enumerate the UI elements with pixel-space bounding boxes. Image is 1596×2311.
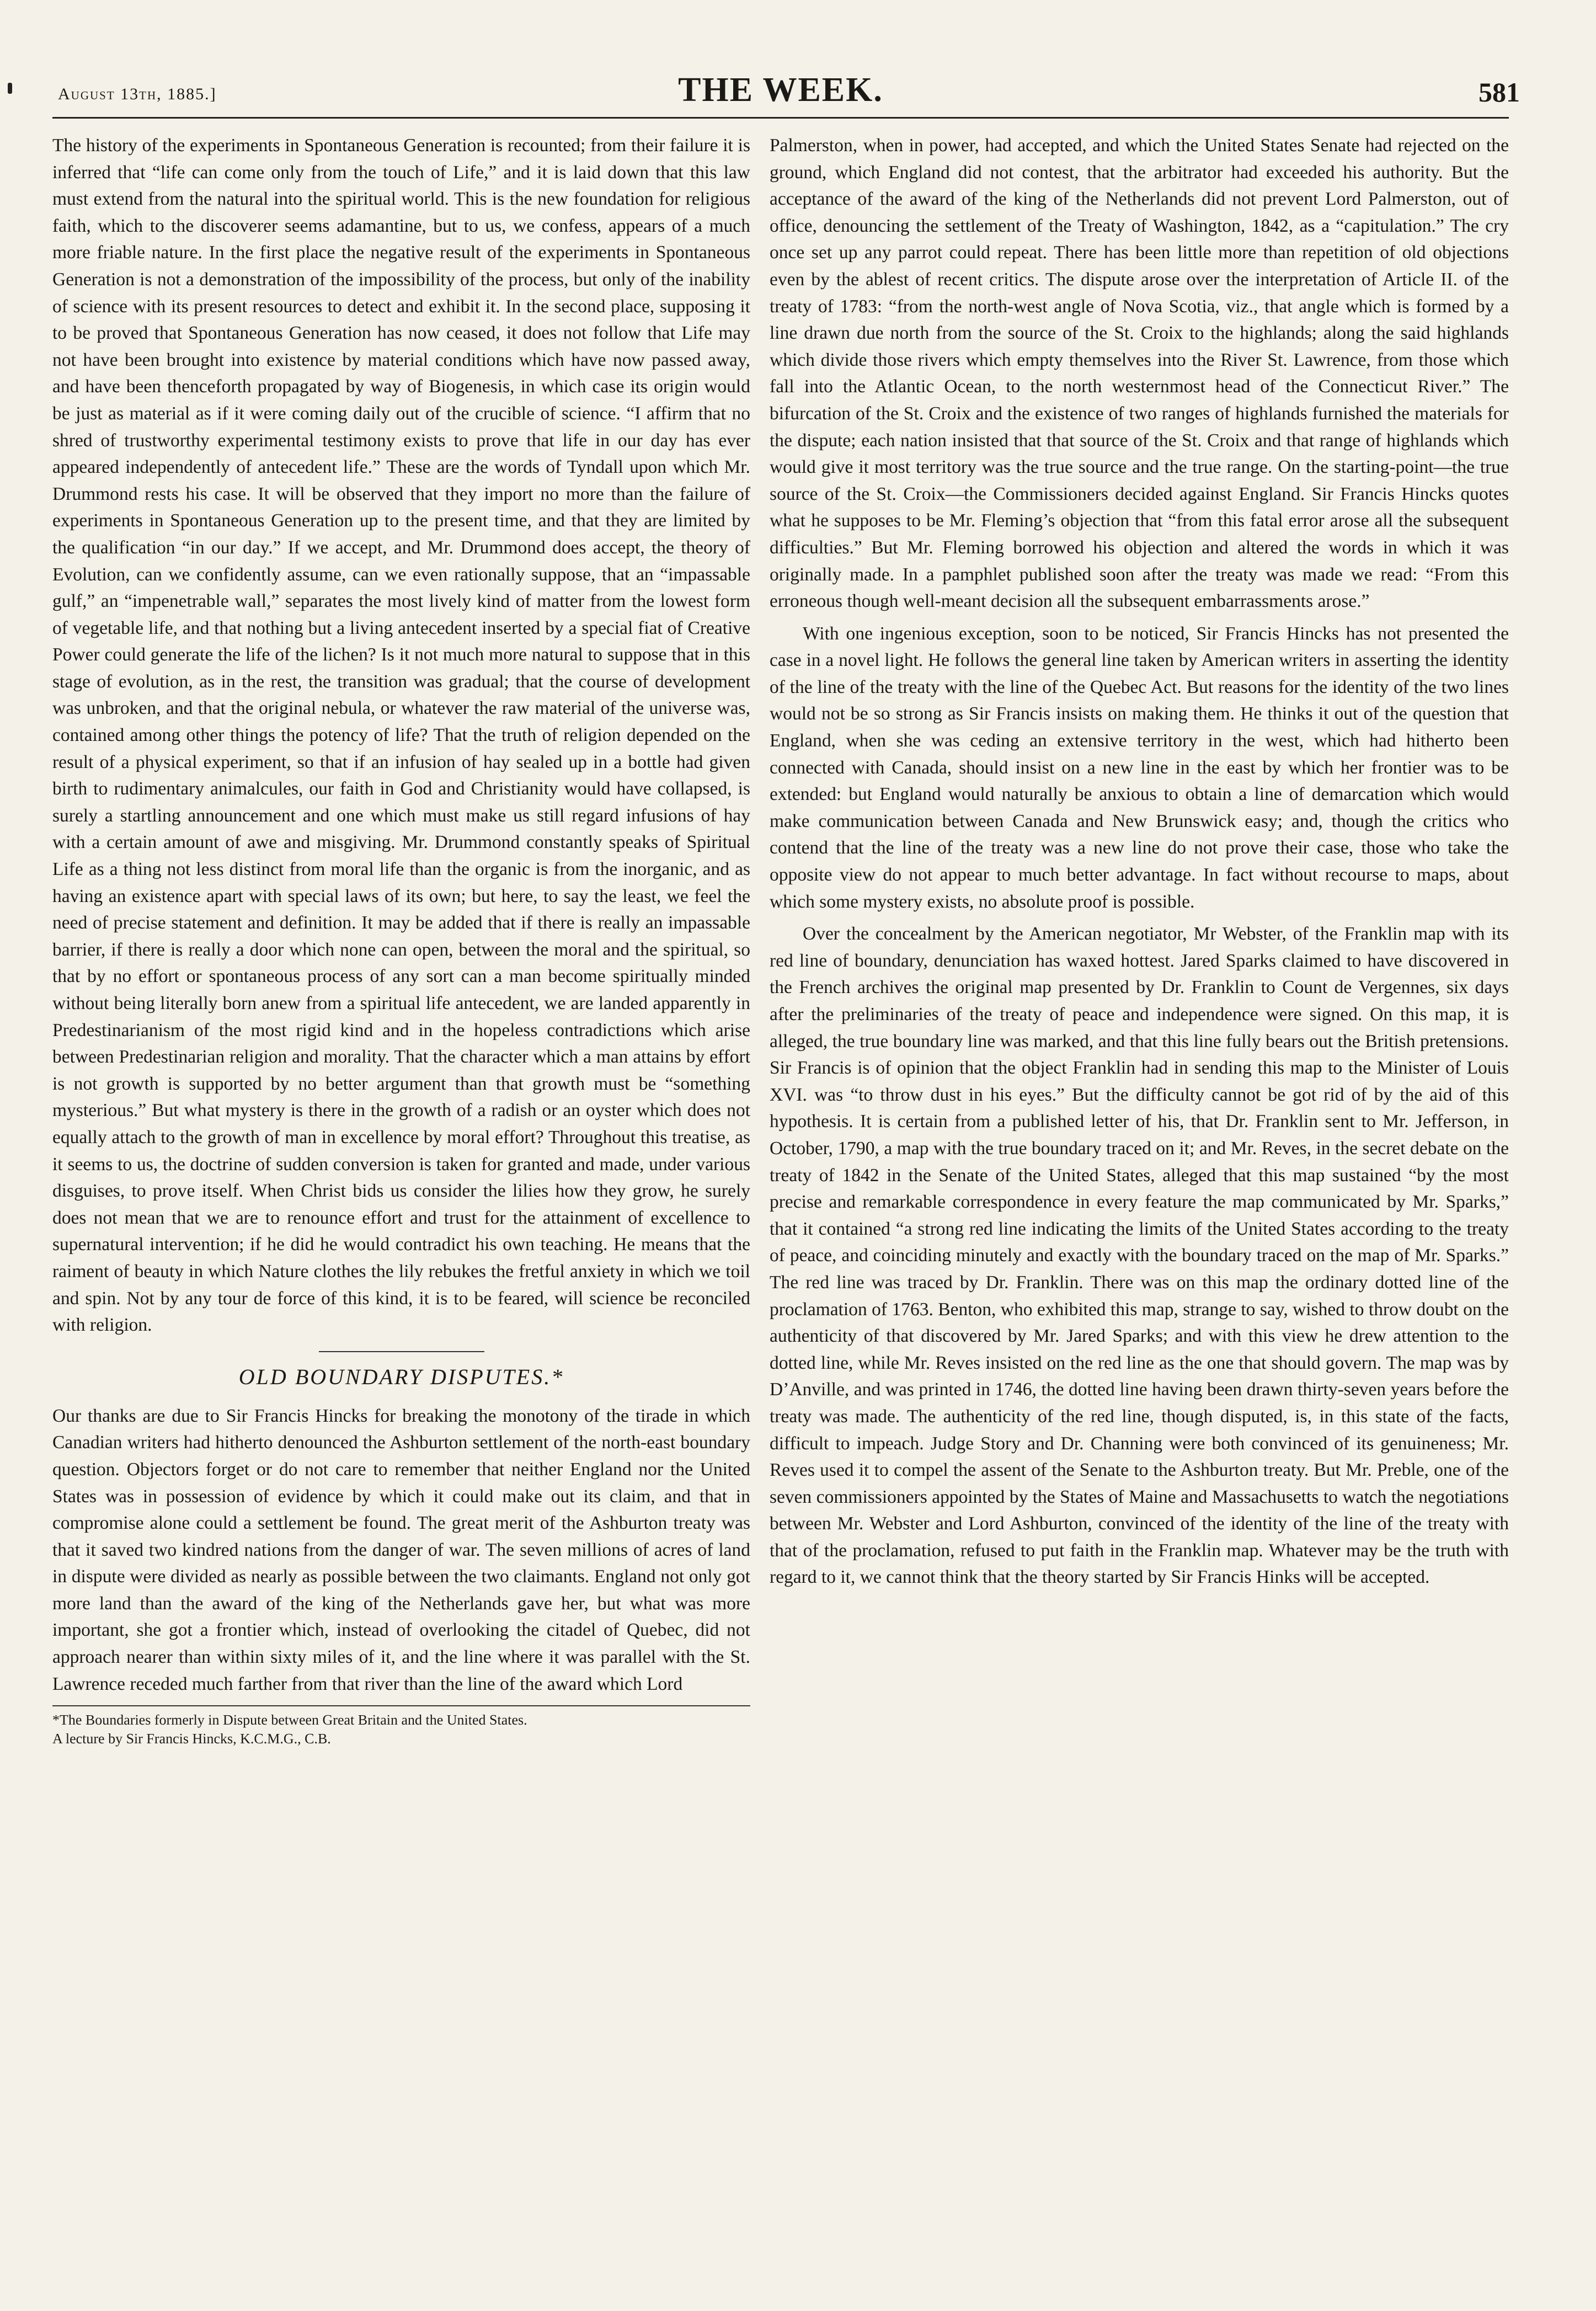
left-column bbox=[52, 132, 750, 2218]
header-rule bbox=[52, 117, 1509, 119]
article-paragraph: The history of the experiments in Spontaneous Generation is recounted; from their failure it is inferred that “life can come only from the touch of Life,” and it is laid down that this law must extend from the natural into the spiritual world. This is the new foundation for religious faith, which to the discoverer seems adamantine, but to us, we confess, appears of a much more friable nature. In the first place the negative result of the experiments in Spontaneous Generation is not a demonstration of the impossibility of the process, but only of the inability of science with its present resources to detect and exhibit it. In the second place, supposing it to be proved that Spontaneous Generation has now ceased, it does not follow that Life may not have been brought into existence by material conditions which have now passed away, and have been thenceforth propagated by way of Biogenesis, in which case its origin would be just as material as if it were coming daily out of the crucible of science. “I affirm that no shred of trustworthy experimental testimony exists to prove that life in our day has ever appeared independently of antecedent life.” These are the words of Tyndall upon which Mr. Drummond rests his case. It will be observed that they import no more than the failure of experiments in Spontaneous Generation up to the present time, and that they are limited by the qualification “in our day.” If we accept, and Mr. Drummond does accept, the theory of Evolution, can we confidently assume, can we even rationally suppose, that an “impassable gulf,” an “impenetrable wall,” separates the most lively kind of matter from the lowest form of vegetable life, and that nothing but a living antecedent inserted by a special fiat of Creative Power could generate the life of the lichen? Is it not much more natural to suppose that in this stage of evolution, as in the rest, the transition was gradual; that the course of development was unbroken, and that the original nebula, or whatever the raw material of the universe was, contained among other things the potency of life? That the truth of religion depended on the result of a physical experiment, so that if an infusion of hay sealed up in a bottle had given birth to rudimentary animalcules, our faith in God and Christianity would have collapsed, is surely a startling announcement and one which must make us still regard infusions of hay with a certain amount of awe and misgiving. Mr. Drummond constantly speaks of Spiritual Life as a thing not less distinct from moral life than the organic is from the inorganic, and as having an existence apart with special laws of its own; but here, to say the least, we feel the need of precise statement and definition. It may be added that if there is really an impassable barrier, if there is really a door which none can open, between the moral and the spiritual, so that by no effort or spontaneous process of any sort can a man become spiritually minded without being literally born anew from a spiritual life antecedent, we are landed apparently in Predestinarianism of the most rigid kind and in the hopeless contradictions which arise between Predestinarian religion and morality. That the character which a man attains by effort is not growth is supported by no better argument than that growth must be “something mysterious.” But what mystery is there in the growth of a radish or an oyster which does not equally attach to the growth of man in excellence by moral effort? Throughout this treatise, as it seems to us, the doctrine of sudden conversion is taken for granted and made, under various disguises, to prove itself. When Christ bids us consider the lilies how they grow, he surely does not mean that we are to renounce effort and trust for the attainment of excellence to supernatural intervention; if he did he would contradict his own teaching. He means that the raiment of beauty in which Nature clothes the lily rebukes the fretful anxiety in which we toil and spin. Not by any tour de force of this kind, it is to be feared, will science be reconciled with religion. bbox=[52, 135, 750, 1336]
publication-title: THE WEEK. bbox=[678, 71, 883, 109]
margin-mark bbox=[8, 83, 12, 94]
footnote-line: *The Boundaries formerly in Dispute between Great Britain and the United States. bbox=[52, 1712, 527, 1728]
article-paragraph: Over the concealment by the American negotiator, Mr Webster, of the Franklin map with its red line of boundary, denunciation has waxed hottest. Jared Sparks claimed to have discovered in the French archives the original map presented by Dr. Franklin to Count de Vergennes, six days after the preliminaries of the treaty of peace and independence were signed. On this map, it is alleged, the true boundary line was marked, and that this line fully bears out the British pretensions. Sir Francis is of opinion that the object Franklin had in sending this map to the Minister of Louis XVI. was “to throw dust in his eyes.” But the difficulty cannot be got rid of by the aid of this hypothesis. It is certain from a published letter of his, that Dr. Franklin sent to Mr. Jefferson, in October, 1790, a map with the true boundary traced on it; and Mr. Reves, in the secret debate on the treaty of 1842 in the Senate of the United States, alleged that this map sustained “by the most precise and remarkable correspondence in every feature the map communicated by Mr. Sparks,” that it contained “a strong red line indicating the limits of the United States according to the treaty of peace, and coinciding minutely and exactly with the boundary traced on the map of Mr. Sparks.” The red line was traced by Dr. Franklin. There was on this map the ordinary dotted line of the proclamation of 1763. Benton, who exhibited this map, strange to say, wished to throw doubt on the authenticity of that discovered by Mr. Jared Sparks; and with this view he drew attention to the dotted line, while Mr. Reves insisted on the red line as the one that should govern. The map was by D’Anville, and was printed in 1746, the dotted line having been drawn thirty-seven years before the treaty was made. The authenticity of the red line, though disputed, is, in this state of the facts, difficult to impeach. Judge Story and Dr. Channing were both convinced of its genuineness; Mr. Reves used it to compel the assent of the Senate to the Ashburton treaty. But Mr. Preble, one of the seven commissioners appointed by the States of Maine and Massachusetts to watch the negotiations between Mr. Webster and Lord Ashburton, convinced of the identity of the line of the treaty with that of the proclamation, refused to put faith in the Franklin map. Whatever may be the truth with regard to it, we cannot think that the theory started by Sir Francis Hinks will be accepted. bbox=[770, 924, 1509, 1588]
footnote bbox=[52, 1705, 750, 1748]
footnote-line: A lecture by Sir Francis Hincks, K.C.M.G., C.B. bbox=[52, 1731, 331, 1747]
section-divider bbox=[319, 1351, 484, 1352]
header-date: August 13th, 1885.] bbox=[58, 85, 217, 103]
right-column bbox=[770, 132, 1509, 2267]
article-paragraph: Palmerston, when in power, had accepted, and which the United States Senate had rejected on the ground, which England did not contest, that the arbitrator had exceeded his authority. But the acceptance of the award of the king of the Netherlands did not prevent Lord Palmerston, out of office, denouncing the settlement of the Treaty of Washington, 1842, as a “capitulation.” The cry once set up any parrot could repeat. There has been little more than repetition of old objections even by the ablest of recent critics. The dispute arose over the interpretation of Article II. of the treaty of 1783: “from the north-west angle of Nova Scotia, viz., that angle which is formed by a line drawn due north from the source of the St. Croix to the highlands; along the said highlands which divide those rivers which empty themselves into the River St. Lawrence, from those which fall into the Atlantic Ocean, to the north westernmost head of the Connecticut River.” The bifurcation of the St. Croix and the existence of two ranges of highlands furnished the materials for the dispute; each nation insisted that that source of the St. Croix and that range of highlands which would give it most territory was the true source and the true range. On the starting-point—the true source of the St. Croix—the Commissioners decided against England. Sir Francis Hincks quotes what he supposes to be Mr. Fleming’s objection that “from this fatal error arose all the subsequent difficulties.” But Mr. Fleming borrowed his objection and altered the words in which it was originally made. In a pamphlet published soon after the treaty was made we read: “From this erroneous though well-meant decision all the subsequent embarrassments arose.” bbox=[770, 135, 1509, 612]
page-header bbox=[52, 71, 1520, 115]
page-number: 581 bbox=[1478, 77, 1520, 108]
article-paragraph: Our thanks are due to Sir Francis Hincks for breaking the monotony of the tirade in which Canadian writers had hitherto denounced the Ashburton settlement of the north-east boundary question. Objectors forget or do not care to remember that neither England nor the United States was in possession of evidence by which it could make out its claim, and that in compromise alone could a settlement be found. The great merit of the Ashburton treaty was that it saved two kindred nations from the danger of war. The seven millions of acres of land in dispute were divided as nearly as possible between the two claimants. England not only got more land than the award of the king of the Netherlands gave her, but what was more important, she got a frontier which, instead of overlooking the citadel of Quebec, did not approach nearer than within sixty miles of it, and the line where it was parallel with the St. Lawrence receded much farther from that river than the line of the award which Lord bbox=[52, 1405, 750, 1694]
section-title: OLD BOUNDARY DISPUTES.* bbox=[238, 1364, 564, 1389]
article-paragraph: With one ingenious exception, soon to be noticed, Sir Francis Hincks has not presented the case in a novel light. He follows the general line taken by American writers in asserting the identity of the line of the treaty with the line of the Quebec Act. But reasons for the identity of the two lines would not be so strong as Sir Francis insists on making them. He thinks it out of the question that England, when she was ceding an extensive territory in the west, which had hitherto been connected with Canada, should insist on a new line in the east by which her frontier was to be extended: but England would naturally be anxious to obtain a line of demarcation which would make communication between Canada and New Brunswick easy; and, though the critics who contend that the line of the treaty was a new line do not prove their case, those who take the opposite view do not appear to much better advantage. In fact without recourse to maps, about which some mystery exists, no absolute proof is possible. bbox=[770, 623, 1509, 912]
